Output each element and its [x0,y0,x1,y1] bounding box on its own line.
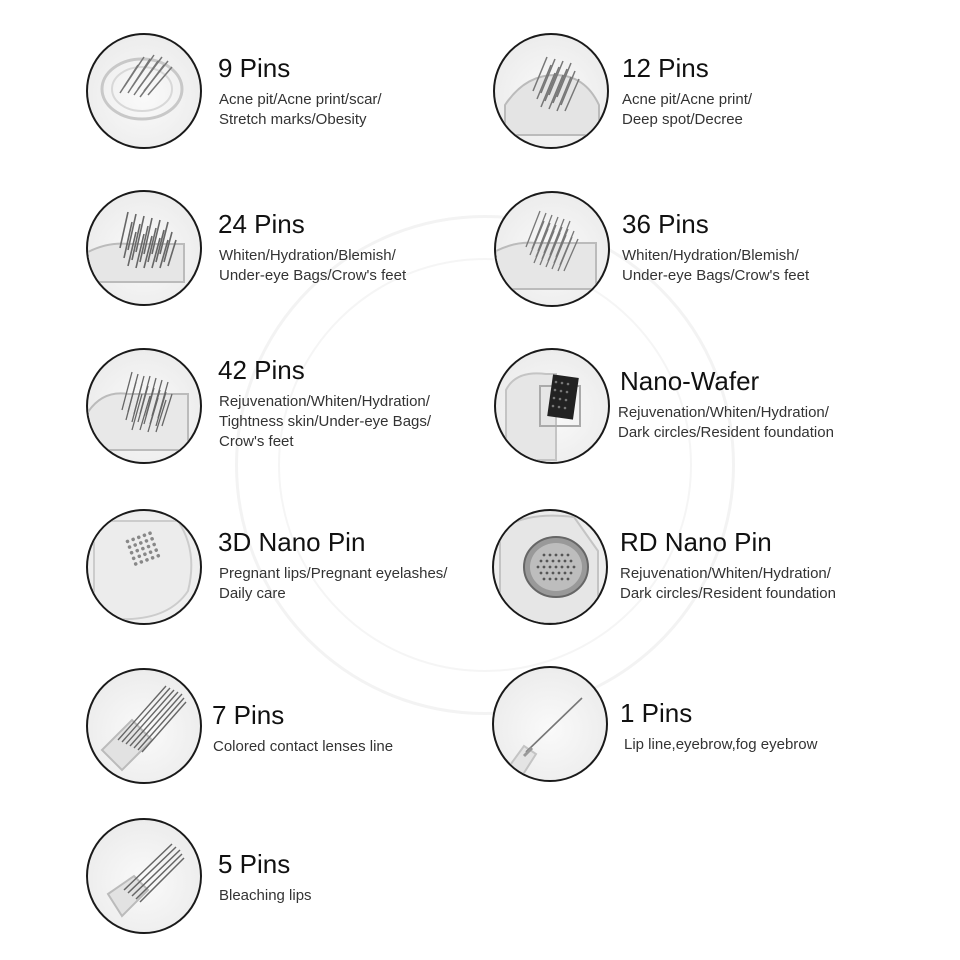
rd-nano-pin-cartridge-icon [492,509,608,625]
watermark-seal [235,215,735,715]
item-description [219,90,382,130]
item-description [213,737,393,757]
item-title: 5 Pins [218,849,291,879]
item-description [219,886,312,906]
description-line: Daily care [219,585,286,602]
item-description [618,403,834,443]
item-title: 7 Pins [212,700,285,730]
description-line: Lip line,eyebrow,fog eyebrow [624,736,818,753]
item-title: 1 Pins [620,698,693,728]
description-line: Rejuvenation/Whiten/Hydration/ [618,404,829,421]
needle-cartridge-9-pins-icon [86,33,202,149]
description-line: Under-eye Bags/Crow's feet [622,267,810,284]
description-line: Acne pit/Acne print/ [622,91,753,108]
item-title: 36 Pins [622,209,709,239]
3d-nano-pin-cartridge-icon [86,509,202,625]
needle-7-pins-icon [86,668,202,784]
needle-cartridge-42-pins-icon [86,348,202,464]
description-line: Under-eye Bags/Crow's feet [219,267,407,284]
description-line: Colored contact lenses line [213,738,394,755]
item-title: 12 Pins [622,53,709,83]
description-line: Whiten/Hydration/Blemish/ [219,247,396,264]
item-title: 42 Pins [218,355,305,385]
item-description [219,392,431,452]
needle-5-pins-icon [86,818,202,934]
needle-cartridge-12-pins-icon [493,33,609,149]
item-description [219,564,447,604]
nano-wafer-cartridge-icon [494,348,610,464]
item-description [219,246,406,286]
item-description [624,735,817,755]
description-line: Deep spot/Decree [622,111,743,128]
item-description [620,564,836,604]
item-title: RD Nano Pin [620,527,772,557]
description-line: Acne pit/Acne print/scar/ [219,91,382,108]
item-description [622,90,752,130]
description-line: Bleaching lips [219,887,312,904]
description-line: Pregnant lips/Pregnant eyelashes/ [219,565,448,582]
needle-cartridge-24-pins-icon [86,190,202,306]
needle-1-pin-icon [492,666,608,782]
description-line: Dark circles/Resident foundation [620,585,836,602]
description-line: Stretch marks/Obesity [219,111,367,128]
needle-cartridge-36-pins-icon [494,191,610,307]
item-description [622,246,809,286]
description-line: Rejuvenation/Whiten/Hydration/ [219,393,430,410]
description-line: Crow's feet [219,433,294,450]
item-title: 9 Pins [218,53,291,83]
item-title: Nano-Wafer [620,366,760,396]
description-line: Tightness skin/Under-eye Bags/ [219,413,432,430]
description-line: Rejuvenation/Whiten/Hydration/ [620,565,831,582]
description-line: Whiten/Hydration/Blemish/ [622,247,799,264]
item-title: 3D Nano Pin [218,527,366,557]
description-line: Dark circles/Resident foundation [618,424,834,441]
item-title: 24 Pins [218,209,305,239]
